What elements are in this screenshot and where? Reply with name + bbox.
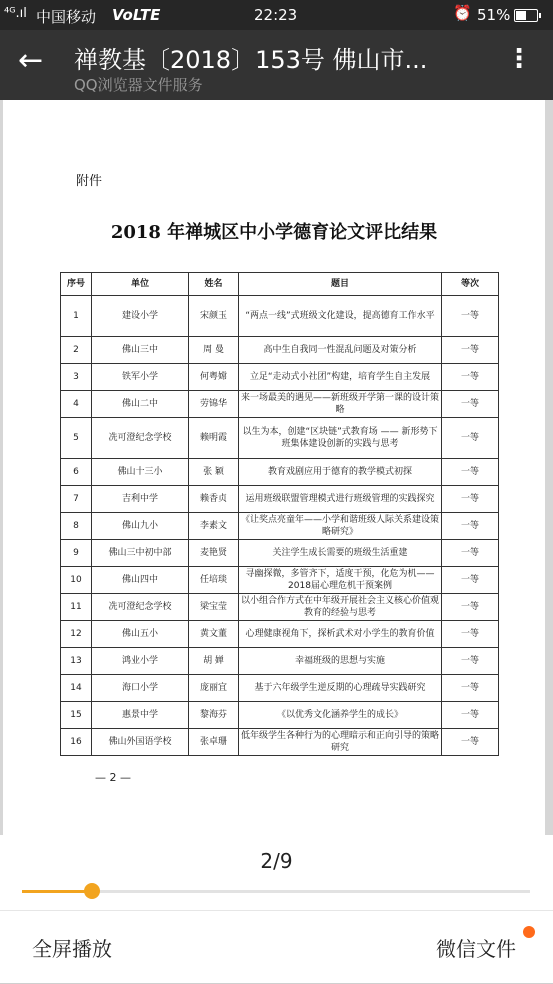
cell-no: 9 bbox=[61, 540, 92, 567]
header-no: 序号 bbox=[61, 273, 92, 296]
cell-no: 16 bbox=[61, 729, 92, 756]
page-slider[interactable] bbox=[22, 890, 530, 893]
cell-no: 13 bbox=[61, 648, 92, 675]
cell-grade: 一等 bbox=[442, 486, 499, 513]
back-arrow-icon[interactable]: ← bbox=[18, 43, 44, 78]
document-title: 禅教基〔2018〕153号 佛山市... bbox=[74, 46, 428, 74]
cell-no: 14 bbox=[61, 675, 92, 702]
table-row bbox=[61, 513, 499, 540]
cell-unit: 佛山四中 bbox=[92, 567, 189, 594]
more-vertical-icon[interactable]: ⋮ bbox=[506, 44, 532, 74]
cell-topic: 来一场最美的遇见——新班级开学第一课的设计策略 bbox=[239, 391, 442, 418]
cell-topic: 立足“走动式小社团”构建，培育学生自主发展 bbox=[239, 364, 442, 391]
cell-name: 张 颖 bbox=[189, 459, 239, 486]
cell-topic: 关注学生成长需要的班级生活重建 bbox=[239, 540, 442, 567]
cell-no: 10 bbox=[61, 567, 92, 594]
cell-topic: 教育戏剧应用于德育的教学模式初探 bbox=[239, 459, 442, 486]
cell-name: 劳锦华 bbox=[189, 391, 239, 418]
cell-grade: 一等 bbox=[442, 594, 499, 621]
cell-unit: 冼可澄纪念学校 bbox=[92, 418, 189, 459]
cell-unit: 佛山三中初中部 bbox=[92, 540, 189, 567]
cell-grade: 一等 bbox=[442, 296, 499, 337]
table-row bbox=[61, 648, 499, 675]
table-row bbox=[61, 486, 499, 513]
cell-grade: 一等 bbox=[442, 364, 499, 391]
cell-topic: 以小组合作方式在中年级开展社会主义核心价值观教育的经验与思考 bbox=[239, 594, 442, 621]
cell-name: 梁宝莹 bbox=[189, 594, 239, 621]
cell-name: 赖香贞 bbox=[189, 486, 239, 513]
volte-indicator: VoLTE bbox=[112, 6, 161, 24]
cell-topic: “两点一线”式班级文化建设，提高德育工作水平 bbox=[239, 296, 442, 337]
cell-topic: 《以优秀文化涵养学生的成长》 bbox=[239, 702, 442, 729]
wechat-file-button[interactable]: 微信文件 bbox=[436, 937, 516, 961]
table-row bbox=[61, 675, 499, 702]
table-row bbox=[61, 296, 499, 337]
cell-name: 赖明霞 bbox=[189, 418, 239, 459]
carrier-name: 中国移动 bbox=[36, 8, 97, 26]
cell-grade: 一等 bbox=[442, 459, 499, 486]
battery-percent: 51% bbox=[477, 6, 511, 24]
cell-name: 周 曼 bbox=[189, 337, 239, 364]
document-page bbox=[3, 100, 545, 835]
cell-topic: 低年级学生各种行为的心理暗示和正向引导的策略研究 bbox=[239, 729, 442, 756]
table-row bbox=[61, 702, 499, 729]
battery-icon bbox=[514, 9, 538, 22]
cell-topic: 心理健康视角下，探析武术对小学生的教育价值 bbox=[239, 621, 442, 648]
cell-grade: 一等 bbox=[442, 675, 499, 702]
table-row bbox=[61, 364, 499, 391]
cell-unit: 佛山外国语学校 bbox=[92, 729, 189, 756]
source-label: QQ浏览器文件服务 bbox=[74, 76, 203, 94]
cell-topic: 《让奖点亮童年——小学和谐班级人际关系建设策略研究》 bbox=[239, 513, 442, 540]
table-row bbox=[61, 459, 499, 486]
cell-unit: 鸿业小学 bbox=[92, 648, 189, 675]
cell-grade: 一等 bbox=[442, 621, 499, 648]
cell-grade: 一等 bbox=[442, 567, 499, 594]
clock: 22:23 bbox=[254, 6, 298, 24]
cell-unit: 佛山九小 bbox=[92, 513, 189, 540]
cell-grade: 一等 bbox=[442, 648, 499, 675]
cell-grade: 一等 bbox=[442, 540, 499, 567]
alarm-clock-icon: ⏰ bbox=[453, 4, 472, 22]
results-table bbox=[60, 272, 499, 756]
table-row bbox=[61, 594, 499, 621]
cell-grade: 一等 bbox=[442, 418, 499, 459]
bottom-panel bbox=[0, 835, 553, 983]
cell-grade: 一等 bbox=[442, 337, 499, 364]
table-row bbox=[61, 540, 499, 567]
cell-no: 11 bbox=[61, 594, 92, 621]
header-topic: 题目 bbox=[239, 273, 442, 296]
table-header-row bbox=[61, 273, 499, 296]
table-row bbox=[61, 391, 499, 418]
cell-name: 何粤嫦 bbox=[189, 364, 239, 391]
notification-dot bbox=[523, 926, 535, 938]
cell-no: 12 bbox=[61, 621, 92, 648]
cell-name: 黄文董 bbox=[189, 621, 239, 648]
table-row bbox=[61, 567, 499, 594]
app-header bbox=[0, 30, 553, 100]
cell-topic: 基于六年级学生逆反期的心理疏导实践研究 bbox=[239, 675, 442, 702]
cell-no: 5 bbox=[61, 418, 92, 459]
cell-name: 李素文 bbox=[189, 513, 239, 540]
cell-topic: 运用班级联盟管理模式进行班级管理的实践探究 bbox=[239, 486, 442, 513]
cell-name: 任培琰 bbox=[189, 567, 239, 594]
page-title: 2018 年禅城区中小学德育论文评比结果 bbox=[110, 222, 438, 243]
fullscreen-button[interactable]: 全屏播放 bbox=[32, 937, 112, 961]
cell-no: 2 bbox=[61, 337, 92, 364]
cell-name: 宋颜玉 bbox=[189, 296, 239, 337]
cell-grade: 一等 bbox=[442, 513, 499, 540]
cell-unit: 铁军小学 bbox=[92, 364, 189, 391]
document-viewer[interactable] bbox=[0, 100, 553, 835]
cell-no: 6 bbox=[61, 459, 92, 486]
table-row bbox=[61, 729, 499, 756]
attachment-label: 附件 bbox=[76, 174, 103, 189]
cell-unit: 吉利中学 bbox=[92, 486, 189, 513]
header-grade: 等次 bbox=[442, 273, 499, 296]
cell-no: 7 bbox=[61, 486, 92, 513]
cell-no: 4 bbox=[61, 391, 92, 418]
cell-grade: 一等 bbox=[442, 729, 499, 756]
signal-icon: ⁴ᴳ.ıl bbox=[4, 6, 27, 21]
header-name: 姓名 bbox=[189, 273, 239, 296]
cell-unit: 佛山十三小 bbox=[92, 459, 189, 486]
cell-name: 庞丽宜 bbox=[189, 675, 239, 702]
table-row bbox=[61, 621, 499, 648]
cell-grade: 一等 bbox=[442, 702, 499, 729]
header-unit: 单位 bbox=[92, 273, 189, 296]
cell-name: 张卓珊 bbox=[189, 729, 239, 756]
cell-unit: 佛山二中 bbox=[92, 391, 189, 418]
cell-name: 麦艳贤 bbox=[189, 540, 239, 567]
cell-unit: 佛山三中 bbox=[92, 337, 189, 364]
cell-name: 胡 婵 bbox=[189, 648, 239, 675]
table-row bbox=[61, 337, 499, 364]
table-row bbox=[61, 418, 499, 459]
cell-no: 1 bbox=[61, 296, 92, 337]
cell-topic: 幸福班级的思想与实施 bbox=[239, 648, 442, 675]
page-slider-fill bbox=[22, 890, 92, 893]
cell-topic: 以生为本，创建“区块链”式教育场 —— 新形势下班集体建设创新的实践与思考 bbox=[239, 418, 442, 459]
cell-unit: 建设小学 bbox=[92, 296, 189, 337]
action-bar bbox=[0, 910, 553, 984]
page-slider-thumb[interactable] bbox=[84, 883, 100, 899]
cell-unit: 海口小学 bbox=[92, 675, 189, 702]
page-indicator: 2/9 bbox=[260, 849, 293, 873]
cell-unit: 冼可澄纪念学校 bbox=[92, 594, 189, 621]
cell-topic: 寻幽探微，多管齐下，适度干预，化危为机——2018届心理危机干预案例 bbox=[239, 567, 442, 594]
page-number: — 2 — bbox=[95, 771, 131, 784]
cell-unit: 佛山五小 bbox=[92, 621, 189, 648]
cell-no: 3 bbox=[61, 364, 92, 391]
cell-name: 黎海芬 bbox=[189, 702, 239, 729]
cell-no: 15 bbox=[61, 702, 92, 729]
cell-topic: 高中生自我同一性混乱问题及对策分析 bbox=[239, 337, 442, 364]
cell-no: 8 bbox=[61, 513, 92, 540]
cell-grade: 一等 bbox=[442, 391, 499, 418]
status-bar bbox=[0, 0, 553, 30]
cell-unit: 惠景中学 bbox=[92, 702, 189, 729]
